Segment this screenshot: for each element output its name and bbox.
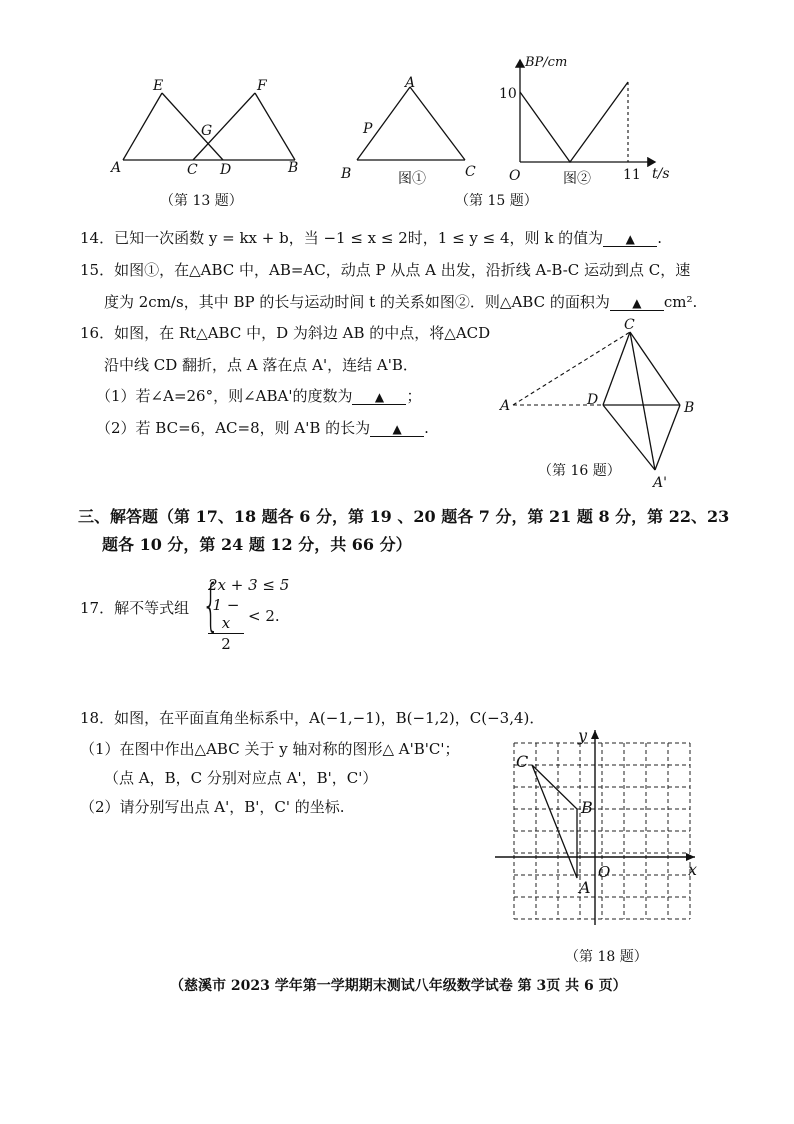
fig15-label-a: A [405,75,416,91]
fig13-caption: （第 13 题） [160,193,243,209]
fig13-label-g: G [201,123,213,139]
fig18-y-axis: y [578,726,588,745]
q15-number: 15． [80,261,115,279]
question-17 [80,598,189,618]
q17-number: 17． [80,599,115,617]
fig16-caption: （第 16 题） [538,463,621,479]
q16-line2: 沿中线 CD 翻折，点 A 落在点 A'，连结 A'B． [104,356,418,374]
fig18-caption: （第 18 题） [565,949,648,965]
fig15-graph-xlabel: t/s [652,166,670,182]
q17-denominator: 2 [221,635,231,653]
fig15-graph-xtick: 11 [623,167,641,183]
fig15-label-c: C [465,164,476,180]
q15-line2: 度为 2cm/s，其中 BP 的长与运动时间 t 的关系如图②．则△ABC 的面积为 [104,293,610,311]
question-14 [80,228,662,248]
q17-text: 解不等式组 [114,599,190,617]
q17-numerator: 1 − x [212,596,240,632]
q16-sub2-end: . [424,419,429,437]
q16-sub1-answer-blank[interactable] [352,386,406,405]
section-3-heading-line2: 题各 10 分，第 24 题 12 分，共 66 分） [102,535,412,554]
question-16-sub1 [96,386,422,406]
figure-18-grid [490,725,710,935]
q15-unit: cm². [663,293,698,311]
question-16-line1 [80,323,490,343]
q16-sub1-end: ； [406,387,422,405]
q17-brace: { [201,573,220,638]
fig15-label-p: P [363,121,373,137]
fig18-x-axis: x [688,860,698,879]
q15-line1: 如图①，在△ABC 中，AB=AC，动点 P 从点 A 出发，沿折线 A-B-C 运动到点 C，速 [114,261,691,279]
fig13-label-a: A [111,160,122,176]
fig15-right-caption: 图② [563,171,591,187]
q17-fraction [206,596,246,653]
q16-sub2-blank-marker: ▲ [392,422,402,436]
section-3-heading-line1: 三、解答题（第 17、18 题各 6 分，第 19 、20 题各 7 分，第 21 题 8 分，第 22、23 [78,507,730,526]
fig13-label-b: B [288,160,299,176]
q18-number: 18． [80,709,115,727]
question-16-sub2 [96,418,429,438]
question-18-sub1b: （点 A，B，C 分别对应点 A'，B'，C'） [104,769,378,787]
fig13-label-c: C [187,162,198,178]
q16-sub2: （2）若 BC=6，AC=8，则 A'B 的长为 [96,419,371,437]
fig16-label-c: C [624,317,635,333]
q14-text: 已知一次函数 y = kx + b，当 −1 ≤ x ≤ 2时，1 ≤ y ≤ 4，则 k 的值为 [114,229,604,247]
q14-blank-marker: ▲ [625,232,635,246]
fig18-label-c: C [516,752,529,771]
q17-rhs [248,606,280,626]
q16-sub1: （1）若∠A=26°，则∠ABA'的度数为 [96,387,353,405]
q16-sub1-blank-marker: ▲ [374,390,385,404]
q16-line1: 如图，在 Rt△ABC 中，D 为斜边 AB 的中点，将△ACD [114,324,491,342]
question-15-line1 [80,260,690,280]
q15-answer-blank[interactable] [610,292,664,311]
fig16-label-a-prime: A' [653,475,667,491]
fig13-label-f: F [257,78,267,94]
q18-line1: 如图，在平面直角坐标系中，A(−1,−1)，B(−1,2)，C(−3,4)． [114,709,545,727]
fig15-graph-origin: O [509,168,521,184]
q15-blank-marker: ▲ [632,296,642,310]
question-18-sub2: （2）请分别写出点 A'，B'，C' 的坐标. [80,798,345,816]
fig16-label-d: D [587,392,599,408]
page-footer: （慈溪市 2023 学年第一学期期末测试八年级数学试卷 第 3页 共 6 页） [170,978,627,994]
q17-rhs-text: < 2 [248,607,275,625]
question-18-line1 [80,708,544,728]
fig18-origin: O [598,863,611,881]
fig15-graph-ylabel: BP/cm [525,55,568,70]
fig15-left-caption: 图① [398,171,426,187]
figure-13 [105,75,310,180]
question-15-line2 [104,292,697,312]
q14-end: . [657,229,662,247]
q14-number: 14． [80,229,115,247]
fig16-label-a: A [500,398,511,414]
fig13-label-e: E [153,78,164,94]
fig18-label-b: B [581,798,593,817]
fig16-label-b: B [684,400,695,416]
fig15-graph-ytick: 10 [499,86,517,102]
fig18-label-a: A [579,878,591,897]
q14-answer-blank[interactable] [603,228,657,247]
q17-inequality-1: 2x + 3 ≤ 5 [208,576,290,594]
q17-end: . [274,607,280,625]
question-18-sub1: （1）在图中作出△ABC 关于 y 轴对称的图形△ A'B'C'； [80,740,460,758]
fig15-caption: （第 15 题） [455,193,538,209]
question-16-line2 [104,355,418,375]
figure-15-graph [495,52,680,187]
q16-sub2-answer-blank[interactable] [370,418,424,437]
fig13-label-d: D [220,162,232,178]
fig15-label-b: B [341,166,352,182]
q16-number: 16． [80,324,115,342]
